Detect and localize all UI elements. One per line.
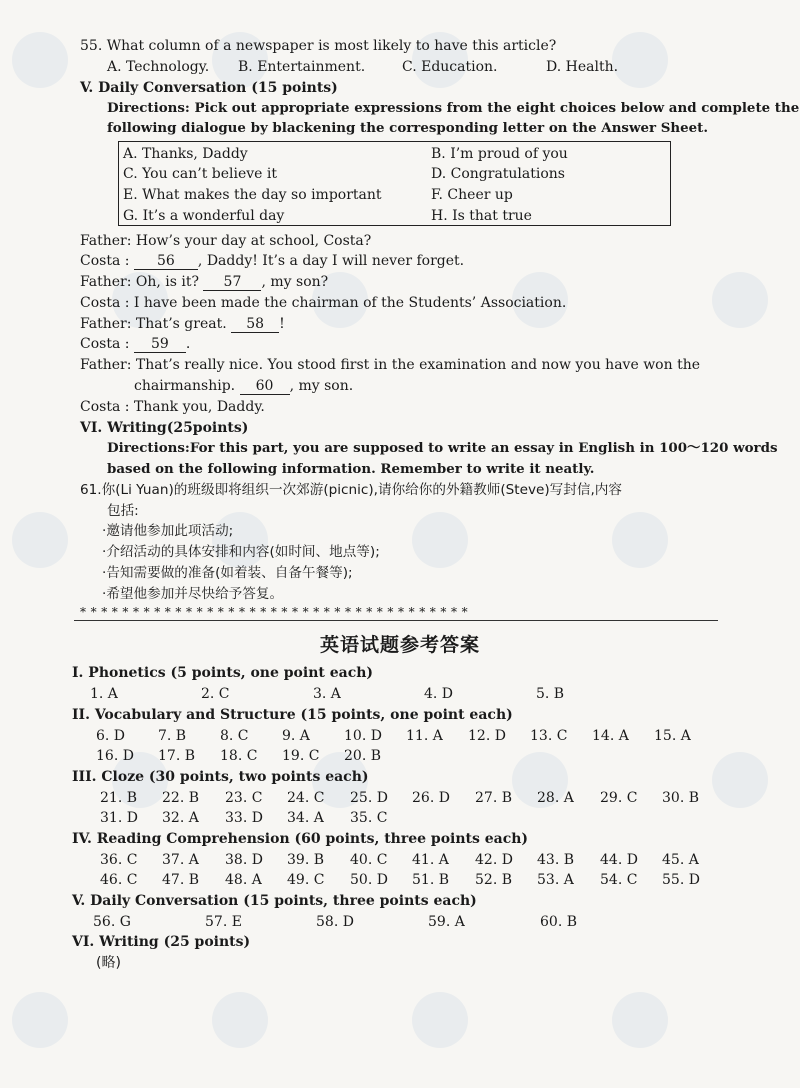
answer-item: 52. B <box>475 872 513 888</box>
q55-option-d: D. Health. <box>546 59 619 75</box>
choice-e: E. What makes the day so important <box>123 187 382 203</box>
answers-s3-row1 <box>0 789 800 807</box>
choice-g: G. It’s a wonderful day <box>123 208 285 224</box>
answer-item: 44. D <box>600 852 638 868</box>
answer-item: 18. C <box>220 748 258 764</box>
answer-item: 28. A <box>537 790 574 806</box>
section5-directions-line2: following dialogue by blackening the corresponding letter on the Answer Sheet. <box>107 120 709 136</box>
answer-item: 7. B <box>158 728 187 744</box>
dialogue-line-7: Father: That’s really nice. You stood first in the examination and now you have won the <box>80 357 700 373</box>
answer-item: 58. D <box>316 914 354 930</box>
answers-s4-heading: IV. Reading Comprehension (60 points, three points each) <box>72 831 529 847</box>
answer-item: 40. C <box>350 852 388 868</box>
answer-item: 29. C <box>600 790 638 806</box>
answer-item: 60. B <box>540 914 578 930</box>
answer-item: 39. B <box>287 852 325 868</box>
answer-item: 34. A <box>287 810 324 826</box>
answer-item: 24. C <box>287 790 325 806</box>
answers-s4-row2 <box>0 871 800 889</box>
blank-58: 58 <box>231 317 279 333</box>
choice-c: C. You can’t believe it <box>123 166 277 182</box>
answer-item: 46. C <box>100 872 138 888</box>
answer-item: 54. C <box>600 872 638 888</box>
q55-option-b: B. Entertainment. <box>238 59 366 75</box>
answer-item: 16. D <box>96 748 134 764</box>
divider-line <box>74 620 718 621</box>
answer-item: 45. A <box>662 852 699 868</box>
dialogue-line-4: Costa : I have been made the chairman of the Students’ Association. <box>80 295 567 311</box>
answer-item: 43. B <box>537 852 575 868</box>
answers-s2-row1 <box>0 727 800 745</box>
q61-bullet-1: ·邀请他参加此项活动; <box>102 523 234 539</box>
answers-s2-row2 <box>0 747 800 765</box>
answer-item: 51. B <box>412 872 450 888</box>
section6-heading: VI. Writing(25points) <box>80 420 249 436</box>
section5-directions-line1: Directions: Pick out appropriate expressions from the eight choices below and complete the <box>107 100 800 116</box>
answer-item: 31. D <box>100 810 138 826</box>
answer-item: 26. D <box>412 790 450 806</box>
answer-item: 56. G <box>93 914 131 930</box>
q61-bullet-4: ·希望他参加并尽快给予答复。 <box>102 586 284 602</box>
q61-bullet-2: ·介绍活动的具体安排和内容(如时间、地点等); <box>102 544 380 560</box>
answer-item: 59. A <box>428 914 465 930</box>
answer-item: 8. C <box>220 728 249 744</box>
dialogue-line-8: chairmanship. 60 , my son. <box>134 378 354 394</box>
answer-item: 42. D <box>475 852 513 868</box>
answer-item: 11. A <box>406 728 443 744</box>
answers-s4-row1 <box>0 851 800 869</box>
answer-item: 50. D <box>350 872 388 888</box>
answer-item: 10. D <box>344 728 382 744</box>
answer-item: 15. A <box>654 728 691 744</box>
answer-item: 21. B <box>100 790 138 806</box>
answer-item: 37. A <box>162 852 199 868</box>
answer-item: 4. D <box>424 686 454 702</box>
answer-item: 22. B <box>162 790 200 806</box>
q61-bullet-3: ·告知需要做的准备(如着装、自备午餐等); <box>102 565 353 581</box>
q55-question: 55. What column of a newspaper is most likely to have this article? <box>80 38 557 54</box>
q61-line1: 61.你(Li Yuan)的班级即将组织一次郊游(picnic),请你给你的外籍教师(Steve)写封信,内容 <box>80 482 622 498</box>
answer-item: 3. A <box>313 686 341 702</box>
answer-item: 2. C <box>201 686 230 702</box>
answer-item: 35. C <box>350 810 388 826</box>
choice-h: H. Is that true <box>431 208 532 224</box>
answer-item: 12. D <box>468 728 506 744</box>
answer-item: 36. C <box>100 852 138 868</box>
answer-item: 57. E <box>205 914 242 930</box>
blank-56: 56 <box>134 254 198 270</box>
answer-item: 48. A <box>225 872 262 888</box>
answer-item: 53. A <box>537 872 574 888</box>
answer-item: 55. D <box>662 872 700 888</box>
dialogue-line-1: Father: How’s your day at school, Costa? <box>80 233 372 249</box>
blank-59: 59 <box>134 337 186 353</box>
q55-option-a: A. Technology. <box>107 59 210 75</box>
answer-item: 1. A <box>90 686 118 702</box>
choice-d: D. Congratulations <box>431 166 565 182</box>
answer-item: 27. B <box>475 790 513 806</box>
answer-item: 13. C <box>530 728 568 744</box>
answer-item: 17. B <box>158 748 196 764</box>
q61-line2: 包括: <box>107 503 139 519</box>
section5-heading: V. Daily Conversation (15 points) <box>80 80 338 96</box>
dialogue-line-9: Costa : Thank you, Daddy. <box>80 399 265 415</box>
answer-item: 6. D <box>96 728 126 744</box>
answer-item: 5. B <box>536 686 565 702</box>
answer-item: 25. D <box>350 790 388 806</box>
blank-60: 60 <box>240 379 290 395</box>
answers-s5-heading: V. Daily Conversation (15 points, three points each) <box>72 893 477 909</box>
answer-item: 32. A <box>162 810 199 826</box>
q55-option-c: C. Education. <box>402 59 498 75</box>
section6-directions-line2: based on the following information. Remember to write it neatly. <box>107 461 595 477</box>
answers-s1-heading: I. Phonetics (5 points, one point each) <box>72 665 374 681</box>
dialogue-line-2: Costa : 56 , Daddy! It’s a day I will never forget. <box>80 253 465 269</box>
answer-item: 33. D <box>225 810 263 826</box>
answer-item: 30. B <box>662 790 700 806</box>
answers-title: 英语试题参考答案 <box>319 634 480 656</box>
answer-item: 49. C <box>287 872 325 888</box>
dialogue-line-6: Costa : 59 . <box>80 336 191 352</box>
answer-item: 20. B <box>344 748 382 764</box>
answer-item: 38. D <box>225 852 263 868</box>
answer-item: 23. C <box>225 790 263 806</box>
choice-a: A. Thanks, Daddy <box>123 146 248 162</box>
answer-item: 41. A <box>412 852 449 868</box>
answers-s3-row2 <box>0 809 800 827</box>
answer-item: 47. B <box>162 872 200 888</box>
answers-s3-heading: III. Cloze (30 points, two points each) <box>72 769 369 785</box>
answer-item: 9. A <box>282 728 310 744</box>
choice-f: F. Cheer up <box>431 187 513 203</box>
choice-b: B. I’m proud of you <box>431 146 568 162</box>
answers-s6-note: (略) <box>96 955 121 971</box>
answer-item: 14. A <box>592 728 629 744</box>
section6-directions-line1: Directions:For this part, you are supposed to write an essay in English in 100～120 words <box>107 440 778 456</box>
answer-item: 19. C <box>282 748 320 764</box>
answers-s6-heading: VI. Writing (25 points) <box>72 934 251 950</box>
dialogue-line-5: Father: That’s great. 58 ! <box>80 316 285 332</box>
star-separator: ************************************* <box>80 605 473 619</box>
answers-s2-heading: II. Vocabulary and Structure (15 points, one point each) <box>72 707 513 723</box>
dialogue-line-3: Father: Oh, is it? 57 , my son? <box>80 274 329 290</box>
answers-s1-row <box>0 685 800 703</box>
blank-57: 57 <box>203 275 261 291</box>
answers-s5-row <box>0 913 800 931</box>
